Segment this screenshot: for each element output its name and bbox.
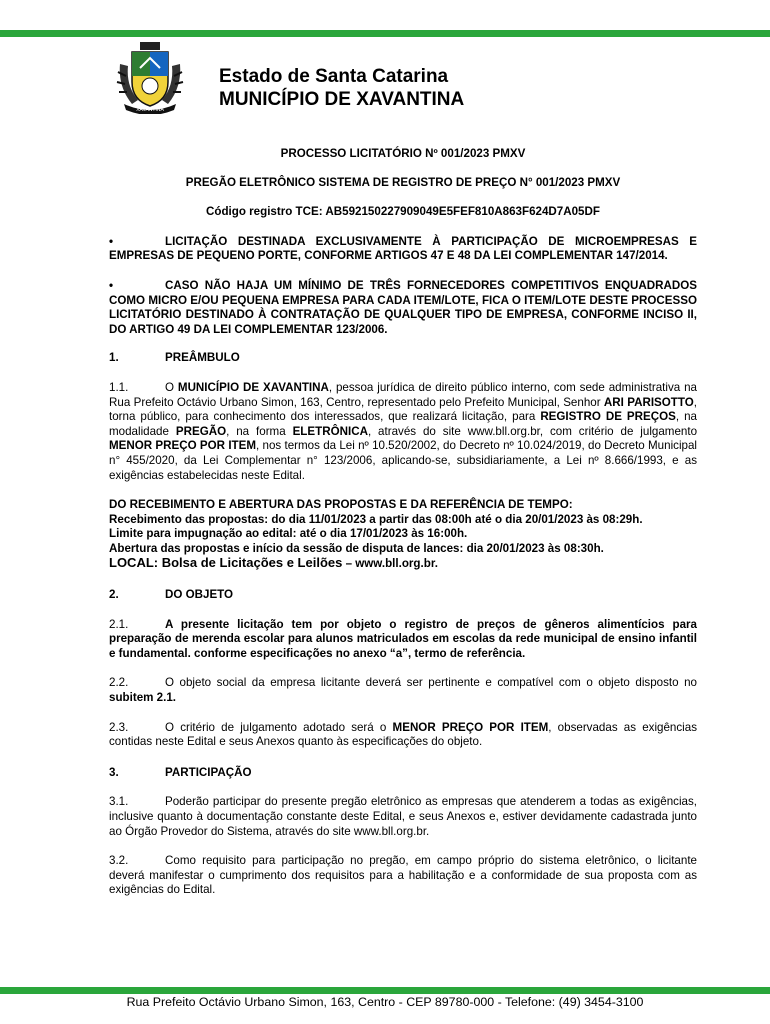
location-line: LOCAL: Bolsa de Licitações e Leilões – www.bll.org.br.: [109, 555, 438, 571]
notice-bullet-2: [109, 279, 697, 337]
section-title: PARTICIPAÇÃO: [165, 765, 252, 779]
paragraph-number: 1.1.: [109, 380, 129, 394]
paragraph-3-1: 3.1. Poderão participar do presente pregão eletrônico as empresas que atenderem a todas as exigências, inclusive quanto à documentação constante deste Edital, e seus Anexos e, estiver devidamente cadastrada junto ao Órgão Provedor do Sistema, através do site www.bll.org.br.: [109, 795, 697, 838]
paragraph-number: 3.1.: [109, 795, 129, 809]
municipal-coat-of-arms: [116, 42, 184, 114]
paragraph-number: 2.2.: [109, 676, 129, 690]
pregao-title: PREGÃO ELETRÔNICO SISTEMA DE REGISTRO DE PREÇO N° 001/2023 PMXV: [185, 175, 621, 189]
logo-ribbon-text: XAVANTINA: [136, 107, 164, 113]
paragraph-number: 2.1.: [109, 617, 129, 631]
state-name: Estado de Santa Catarina: [219, 66, 449, 87]
schedule-heading: DO RECEBIMENTO E ABERTURA DAS PROPOSTAS E DA REFERÊNCIA DE TEMPO:: [109, 498, 573, 512]
section-number: 2.: [109, 588, 119, 602]
top-green-bar: [0, 30, 770, 37]
notice-bullet-1: [109, 235, 697, 264]
bullet-glyph: •: [109, 234, 114, 248]
notice-bullet-2-text: CASO NÃO HAJA UM MÍNIMO DE TRÊS FORNECEDORES COMPETITIVOS ENQUADRADOS COMO MICRO E/OU PEQUENA EMPRESA PARA CADA ITEM/LOTE, FICA O ITEM/LOTE DESTE PROCESSO LICITATÓRIO DESTINADO À CONTRATAÇÃO DE QUALQUER TIPO DE EMPRESA, CONFORME INCISO II, DO ARTIGO 49 DA LEI COMPLEMENTAR 123/2006.: [109, 278, 697, 336]
document-body: [109, 147, 697, 898]
opening-date: Abertura das propostas e início da sessão de disputa de lances: dia 20/01/2023 às 08:30h.: [109, 541, 604, 555]
tce-code: Código registro TCE: AB592150227909049E5FEF810A863F624D7A05DF: [206, 205, 600, 219]
process-title: PROCESSO LICITATÓRIO Nº 001/2023 PMXV: [280, 147, 526, 160]
proposal-receipt-dates: Recebimento das propostas: do dia 11/01/2023 a partir das 08:00h até o dia 20/01/2023 às 08:29h.: [109, 512, 643, 526]
section-2-heading: [109, 588, 697, 603]
municipality-name: MUNICÍPIO DE XAVANTINA: [219, 89, 465, 110]
paragraph-3-2: 3.2. Como requisito para participação no pregão, em campo próprio do sistema eletrônico, o licitante deverá manifestar o cumprimento dos requisitos para a habilitação e a conformidade de sua proposta com as exigências do Edital.: [109, 854, 697, 897]
paragraph-1-1: 1.1. O MUNICÍPIO DE XAVANTINA, pessoa jurídica de direito público interno, com sede administrativa na Rua Prefeito Octávio Urbano Simon, 163, Centro, representado pelo Prefeito Municipal, Senhor ARI PARISOTTO, torna público, para conhecimento dos interessados, que realizará licitação, para REGISTRO DE PREÇOS, na modalidade PREGÃO, na forma ELETRÔNICA, através do site www.bll.org.br, com critério de julgamento MENOR PREÇO POR ITEM, nos termos da Lei nº 10.520/2002, do Decreto nº 10.024/2019, do Decreto Municipal n° 455/2020, da Lei Complementar n° 123/2006, aplicando-se, subsidiariamente, a Lei nº 8.666/1993, e as exigências estabelecidas neste Edital.: [109, 380, 698, 482]
section-number: 3.: [109, 765, 119, 779]
bullet-glyph: •: [109, 278, 114, 292]
section-3-heading: [109, 766, 697, 781]
proposal-schedule: [109, 498, 697, 572]
paragraph-number: 2.3.: [109, 720, 129, 734]
footer-address: Rua Prefeito Octávio Urbano Simon, 163, Centro - CEP 89780-000 - Telefone: (49) 3454-3100: [126, 995, 644, 1009]
impugnation-deadline: Limite para impugnação ao edital: até o dia 17/01/2023 às 16:00h.: [109, 527, 468, 541]
paragraph-2-1: 2.1. A presente licitação tem por objeto o registro de preços de gêneros alimentícios para preparação de merenda escolar para alunos matriculados em escolas da rede municipal de ensino infantil e fundamental. conforme especificações no anexo “a”, termo de referência.: [109, 617, 697, 660]
bottom-green-bar: [0, 987, 770, 994]
section-number: 1.: [109, 351, 119, 365]
paragraph-2-3: 2.3. O critério de julgamento adotado será o MENOR PREÇO POR ITEM, observadas as exigências contidas neste Edital e seus Anexos quanto às especificações do objeto.: [109, 720, 697, 749]
notice-bullet-1-text: LICITAÇÃO DESTINADA EXCLUSIVAMENTE À PARTICIPAÇÃO DE MICROEMPRESAS E EMPRESAS DE PEQUENO PORTE, CONFORME ARTIGOS 47 E 48 DA LEI COMPLEMENTAR 147/2014.: [109, 234, 697, 263]
paragraph-number: 3.2.: [109, 854, 129, 868]
section-1-heading: [109, 351, 697, 366]
section-title: DO OBJETO: [165, 588, 234, 602]
paragraph-2-2: 2.2. O objeto social da empresa licitante deverá ser pertinente e compatível com o objeto disposto no subitem 2.1.: [109, 676, 697, 705]
section-title: PREÂMBULO: [165, 351, 240, 365]
